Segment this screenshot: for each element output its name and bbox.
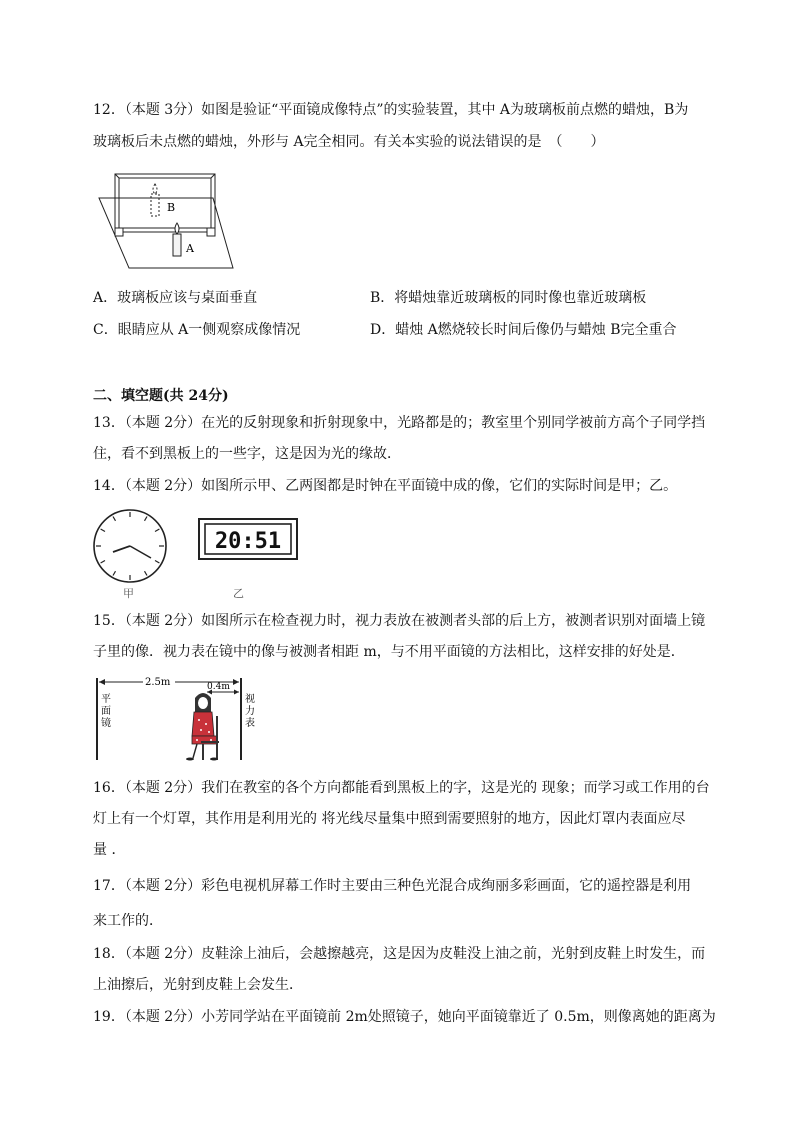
q13-text-line1: 13．（本题 2分）在光的反射现象和折射现象中，光路都是的；教室里个别同学被前方高个子同学挡 — [93, 415, 706, 431]
analog-clock-figure — [93, 507, 173, 599]
chart-label-2: 力 — [245, 706, 255, 717]
distance-0-4m: 0.4m — [207, 682, 230, 692]
q17-text-line2: 来工作的． — [93, 913, 163, 929]
mirror-label-3: 镜 — [101, 718, 111, 729]
q14-text-line1: 14．（本题 2分）如图所示甲、乙两图都是时钟在平面镜中成的像，它们的实际时间是甲；乙。 — [93, 478, 678, 494]
q15-text-line1: 15．（本题 2分）如图所示在检查视力时，视力表放在被测者头部的后上方，被测者识别对面墙上镜 — [93, 613, 706, 629]
q16-text-line3: 量 ． — [93, 842, 126, 858]
q19-text-line1: 19．（本题 2分）小芳同学站在平面镜前 2m处照镜子，她向平面镜靠近了 0.5m，则像离她的距离为 — [93, 1009, 716, 1025]
seated-person-icon — [186, 693, 219, 761]
eye-test-figure — [93, 672, 253, 764]
distance-2-5m: 2.5m — [145, 677, 171, 688]
label-yi: 乙 — [233, 587, 244, 600]
digital-clock-figure — [199, 519, 299, 599]
label-b: B — [167, 201, 176, 214]
q12-option-a: A．玻璃板应该与桌面垂直 — [93, 290, 258, 306]
mirror-label-1: 平 — [101, 694, 111, 705]
digital-clock-time: 20:51 — [214, 529, 282, 554]
q16-text-line2: 灯上有一个灯罩，其作用是利用光的 将光线尽量集中照到需要照射的地方，因此灯罩内表面应尽 — [93, 811, 686, 827]
mirror-label-2: 面 — [101, 706, 111, 717]
q15-text-line2: 子里的像．视力表在镜中的像与被测者相距 m，与不用平面镜的方法相比，这样安排的好处是． — [93, 644, 685, 660]
q12-option-b: B．将蜡烛靠近玻璃板的同时像也靠近玻璃板 — [370, 290, 647, 306]
section-title: 二、填空题(共 24分) — [93, 388, 229, 404]
mirror-experiment-figure — [93, 168, 243, 270]
label-jia: 甲 — [123, 587, 134, 600]
q17-text-line1: 17．（本题 2分）彩色电视机屏幕工作时主要由三种色光混合成绚丽多彩画面，它的遥控器是利用 — [93, 878, 692, 894]
q12-option-c: C．眼睛应从 A一侧观察成像情况 — [93, 322, 301, 338]
q18-text-line2: 上油擦后，光射到皮鞋上会发生． — [93, 977, 303, 993]
q12-text-line2: 玻璃板后未点燃的蜡烛，外形与 A完全相同。有关本实验的说法错误的是 （ ） — [93, 134, 605, 150]
label-a: A — [186, 242, 194, 255]
q12-text-line1: 12．（本题 3分）如图是验证“平面镜成像特点”的实验装置，其中 A为玻璃板前点燃的蜡烛，B为 — [93, 102, 689, 118]
q13-text-line2: 住，看不到黑板上的一些字，这是因为光的缘故． — [93, 446, 401, 462]
chart-label-3: 表 — [245, 718, 255, 729]
q12-option-d: D．蜡烛 A燃烧较长时间后像仍与蜡烛 B完全重合 — [370, 322, 677, 338]
q16-text-line1: 16．（本题 2分）我们在教室的各个方向都能看到黑板上的字，这是光的 现象；而学习或工作用的台 — [93, 780, 710, 796]
chart-label-1: 视 — [245, 694, 255, 705]
q18-text-line1: 18．（本题 2分）皮鞋涂上油后，会越擦越亮，这是因为皮鞋没上油之前，光射到皮鞋上时发生，而 — [93, 946, 706, 962]
